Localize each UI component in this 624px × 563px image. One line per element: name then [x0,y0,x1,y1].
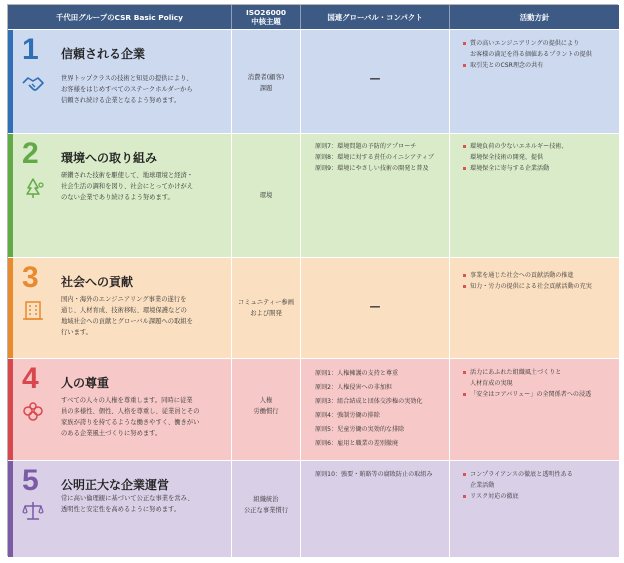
description-line: すべての人々の人権を尊重します。同時に従業 [61,397,193,404]
action-list [463,270,615,292]
action-line: 企業活動 [470,482,495,489]
iso-subject [232,494,300,516]
principle-item: 原則6：雇用と職業の差別撤廃 [315,440,399,447]
principle-item: 原則8：環境に対する責任のイニシアティブ [315,154,434,161]
description-line: 社会生活の調和を図り、社会にとってかけがえ [61,183,194,190]
header-iso-line2: 中核主題 [251,17,281,26]
policy-description [61,395,227,439]
action-item [463,141,615,163]
policy-description [61,493,227,515]
policy-cell [8,30,232,133]
csr-policy-table [7,4,618,556]
action-line: お客様の満足を得る価値あるプラントの提供 [470,51,592,58]
action-list [463,38,615,71]
policy-description [61,294,227,338]
policy-number: 4 [22,362,39,395]
action-item [463,491,615,502]
header-iso [232,5,301,29]
tree-icon [21,176,45,200]
description-line: 研鑽された技術を駆使して、地球環境と経済・ [61,172,194,179]
action-line: 質の高いエンジニアリングの提供により [470,40,580,47]
bullet-icon [463,393,466,396]
policy-description [61,73,227,106]
iso-line: 人権 [259,397,273,404]
description-line: 行います。 [61,329,92,336]
action-line: 人材育成の実現 [470,380,513,387]
action-line: 「安全はコアバリュー」の全関係者への浸透 [470,391,592,398]
action-line: 環境保全技術の開発、提供 [470,154,544,161]
policy-row-1 [8,29,619,133]
iso-line: 課題 [259,85,273,92]
iso-subject [232,72,300,94]
action-item [463,389,615,400]
policy-row-3 [8,257,619,358]
header-compact: 国連グローバル・コンパクト [301,5,450,29]
compact-cell [301,461,450,557]
iso-cell [232,461,301,557]
principle-item: 原則3：組合結成と団体交渉権の実効化 [315,398,423,405]
description-line: 信頼され続ける企業となるよう努めます。 [61,97,181,104]
bullet-icon [463,167,466,170]
building-icon [21,298,45,322]
bullet-icon [463,64,466,67]
action-item [463,60,615,71]
bullet-icon [463,371,466,374]
description-line: 透明性と安定性を高めるように努めます。 [61,506,181,513]
row-accent-bar [8,258,13,358]
policy-number: 3 [22,261,39,294]
action-line: 活力にあふれた組織風土づくりと [470,369,562,376]
bullet-icon [463,285,466,288]
iso-subject [232,297,300,319]
policy-title: 信頼される企業 [61,47,146,61]
compact-principles [315,367,447,451]
row-accent-bar [8,134,13,257]
compact-cell [301,134,450,257]
compact-none: — [369,300,381,313]
principle-item: 原則2：人権侵害への非加担 [315,384,393,391]
action-cell [450,461,619,557]
compact-cell [301,30,450,133]
action-cell [450,359,619,460]
action-line: 環境負荷の少ないエネルギー技術、 [470,143,568,150]
header-action: 活動方針 [519,12,550,22]
compact-none: — [369,72,381,85]
policy-description [61,170,227,203]
description-line: 家族が誇りを持てるような働きやすく、働きがい [61,419,200,426]
iso-line: 組織統治 [253,496,279,503]
compact-cell [301,359,450,460]
policy-title: 人の尊重 [61,376,110,390]
row-accent-bar [8,461,13,557]
policy-title: 社会への貢献 [61,275,134,289]
iso-line: 消費者(顧客) [247,74,285,81]
principle-item: 原則7：環境問題の予防的アプローチ [315,143,417,150]
policy-title: 公明正大な企業運営 [61,478,170,492]
compact-cell [301,258,450,358]
scales-icon [21,499,45,523]
policy-cell [8,258,232,358]
description-line: 通じ、人材育成、技術移転、環境保護などの [61,307,187,314]
action-line: リスク対応の徹底 [470,493,519,500]
policy-row-5 [8,460,619,557]
policy-row-2 [8,133,619,257]
action-cell [450,30,619,133]
principle-item: 原則1：人権擁護の支持と尊重 [315,370,399,377]
description-line: のない企業であり続けるよう努めます。 [61,194,174,201]
policy-cell [8,134,232,257]
iso-line: および開発 [250,310,282,317]
iso-line: 公正な事業慣行 [243,507,289,514]
iso-subject [232,190,300,201]
compact-principles [315,469,447,480]
policy-row-4 [8,358,619,460]
policy-number: 1 [22,33,39,66]
principle-item: 原則10：強要・賄賂等の腐敗防止の取組み [315,471,433,478]
action-item [463,367,615,389]
compact-principles [315,141,447,174]
iso-cell [232,134,301,257]
row-accent-bar [8,359,13,460]
iso-cell [232,30,301,133]
policy-cell [8,359,232,460]
iso-cell [232,258,301,358]
principle-item: 原則9：環境にやさしい技術の開発と普及 [315,165,429,172]
action-item [463,270,615,281]
action-item [463,38,615,60]
description-line: 員の多様性、個性、人格を尊重し、従業員とその [61,408,200,415]
policy-number: 2 [22,137,39,170]
people-icon [21,399,45,423]
action-item [463,469,615,491]
action-line: 知力・労力の提供による社会貢献活動の充実 [470,283,592,290]
principle-item: 原則4：強制労働の排除 [315,412,380,419]
iso-line: 環境 [259,192,273,199]
iso-subject [232,395,300,417]
action-line: 環境保全に寄与する企業活動 [470,165,550,172]
description-line: 常に高い倫理観に基づいて公正な事業を営み、 [61,495,194,502]
table-header [8,5,619,29]
description-line: お客様をはじめすべてのステークホルダーから [61,86,193,93]
iso-line: 労働慣行 [253,408,279,415]
bullet-icon [463,42,466,45]
bullet-icon [463,145,466,148]
description-line: のある企業風土づくりに努めます。 [61,430,162,437]
action-item [463,281,615,292]
action-cell [450,258,619,358]
handshake-icon [21,72,45,96]
action-list [463,367,615,400]
action-line: 事業を通じた社会への貢献活動の推進 [470,272,574,279]
action-line: コンプライアンスの徹底と透明性ある [470,471,573,478]
principle-item: 原則5：児童労働の実効的な排除 [315,426,405,433]
policy-title: 環境への取り組み [61,151,158,165]
action-cell [450,134,619,257]
iso-cell [232,359,301,460]
header-iso-line1: ISO26000 [245,8,287,17]
description-line: 国内・海外のエンジニアリング事業の遂行を [61,296,187,303]
bullet-icon [463,274,466,277]
action-line: 取引先とのCSR理念の共有 [470,62,544,69]
description-line: 地域社会への貢献とグローバル課題への取組を [61,318,193,325]
bullet-icon [463,495,466,498]
bullet-icon [463,473,466,476]
action-list [463,469,615,502]
description-line: 世界トップクラスの技術と知見の提供により、 [61,75,193,82]
action-item [463,163,615,174]
header-policy: 千代田グループのCSR Basic Policy [8,5,232,29]
action-list [463,141,615,174]
iso-line: コミュニティー参画 [237,299,295,306]
policy-cell [8,461,232,557]
policy-number: 5 [22,464,39,497]
row-accent-bar [8,30,13,133]
